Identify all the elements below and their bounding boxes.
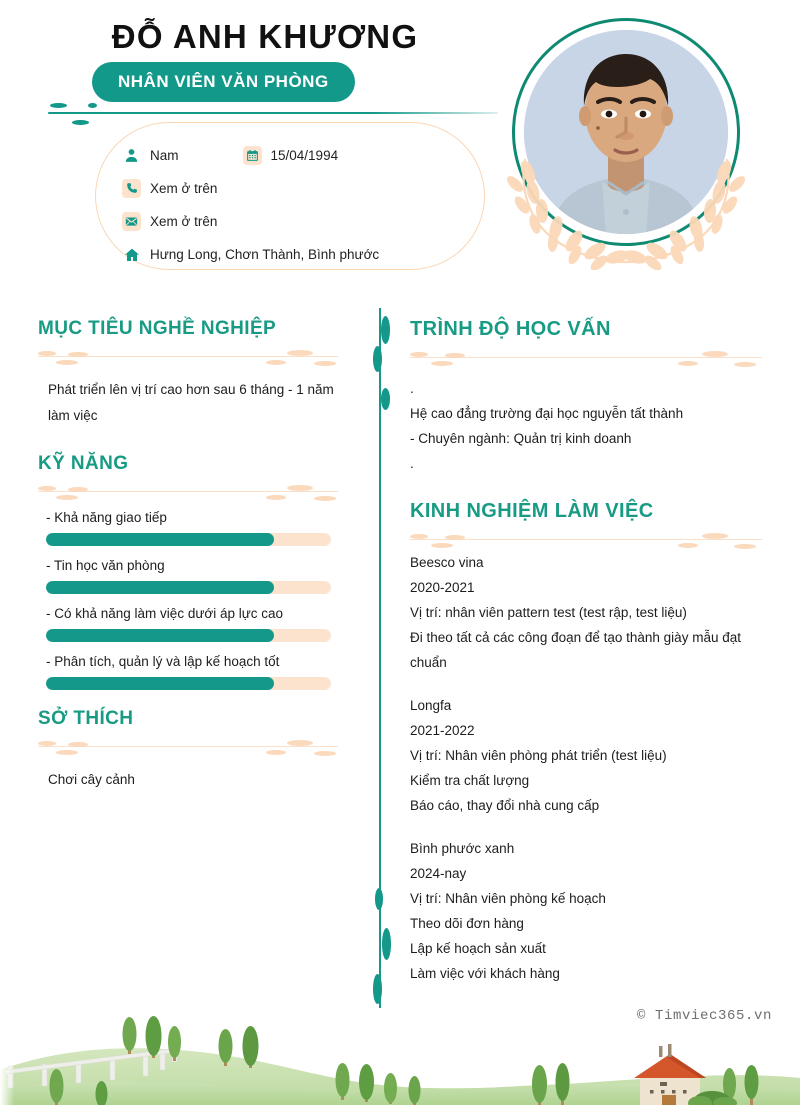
experience-duty: Làm việc với khách hàng [410,966,560,981]
experience-duty: Lập kế hoạch sản xuất [410,941,546,956]
experience-period: 2020-2021 [410,580,475,595]
skill-bar-fill [46,581,274,594]
skill-bar-track [46,629,331,642]
education-line: . [410,456,414,471]
experience-divider [410,530,762,550]
education-line: Hệ cao đẳng trường đại học nguyễn tất thành [410,406,684,421]
skill-bar-fill [46,629,274,642]
hobbies-text: Chơi cây cảnh [48,772,135,787]
home-icon [122,245,141,264]
header-dot-3 [72,120,89,125]
skill-bar-fill [46,677,274,690]
phone-icon [122,179,141,198]
person-icon [122,146,141,165]
column-divider [371,308,401,1008]
job-title-label: NHÂN VIÊN VĂN PHÒNG [118,72,329,91]
divider-dot-1 [381,316,390,344]
section-education [410,318,762,476]
experience-duty: Kiểm tra chất lượng [410,773,530,788]
left-column [38,318,338,793]
divider-dot-3 [381,388,390,410]
contact-row-personal [96,139,484,172]
page-title: ĐỖ ANH KHƯƠNG [111,18,419,55]
divider-dot-6 [373,974,382,1004]
cv-header [0,0,800,300]
skill-bar-track [46,677,331,690]
email-value: Xem ở trên [150,214,218,229]
divider-dot-2 [373,346,382,372]
divider-dot-5 [382,928,391,960]
section-experience [410,500,762,986]
contact-birthday [243,146,339,165]
experience-period: 2024-nay [410,866,467,881]
laurel-wreath-icon [495,150,757,270]
education-line: . [410,381,414,396]
calendar-icon [243,146,262,165]
experience-company: Bình phước xanh [410,841,515,856]
experience-company: Longfa [410,698,452,713]
birthday-value: 15/04/1994 [270,148,339,163]
section-objective [38,318,338,429]
objective-divider [38,347,338,367]
experience-position: Vị trí: Nhân viên phòng phát triển (test liệu) [410,748,667,763]
header-rule [48,112,498,114]
experience-company: Beesco vina [410,555,484,570]
address-value: Hưng Long, Chơn Thành, Bình phước [150,247,380,262]
hobbies-divider [38,737,338,757]
experience-item [410,836,762,986]
footer-credit: © Timviec365.vn [636,1008,772,1024]
contact-card [95,122,485,270]
hobbies-heading: SỞ THÍCH [38,708,134,729]
skill-label: - Có khả năng làm việc dưới áp lực cao [46,606,284,621]
gender-value: Nam [150,148,179,163]
experience-item [410,550,762,675]
job-title-badge [92,62,355,102]
education-line: - Chuyên ngành: Quản trị kinh doanh [410,431,632,446]
divider-dot-4 [375,888,383,910]
header-dot-2 [88,103,97,108]
skills-list [38,510,338,690]
contact-row-address [96,238,484,271]
objective-text: Phát triển lên vị trí cao hơn sau 6 tháng - 1 năm làm việc [48,382,334,423]
phone-value: Xem ở trên [150,181,218,196]
landscape-illustration [0,1008,800,1105]
experience-duty: Báo cáo, thay đổi nhà cung cấp [410,798,600,813]
skill-item [46,606,338,642]
skill-item [46,510,338,546]
experience-heading: KINH NGHIỆM LÀM VIỆC [410,500,654,522]
skill-label: - Khả năng giao tiếp [46,510,167,525]
skills-divider [38,482,338,502]
objective-heading: MỤC TIÊU NGHỀ NGHIỆP [38,318,277,339]
skills-heading: KỸ NĂNG [38,453,129,474]
skill-item [46,654,338,690]
education-body [410,376,762,476]
section-hobbies [38,708,338,793]
skill-item [46,558,338,594]
skill-label: - Tin học văn phòng [46,558,165,573]
contact-row-email [96,205,484,238]
envelope-icon [122,212,141,231]
house-icon [634,1044,737,1105]
experience-position: Vị trí: Nhân viên phòng kế hoạch [410,891,606,906]
skill-label: - Phân tích, quản lý và lập kế hoạch tốt [46,654,280,669]
right-column [410,318,762,986]
experience-position: Vị trí: nhân viên pattern test (test rập, test liệu) [410,605,687,620]
skill-bar-track [46,581,331,594]
section-skills [38,453,338,690]
experience-item [410,693,762,818]
education-heading: TRÌNH ĐỘ HỌC VẤN [410,318,611,340]
education-divider [410,348,762,368]
contact-row-phone [96,172,484,205]
experience-duty: Theo dõi đơn hàng [410,916,524,931]
skill-bar-track [46,533,331,546]
experience-period: 2021-2022 [410,723,475,738]
header-dot-1 [50,103,67,108]
skill-bar-fill [46,533,274,546]
experience-duty: Đi theo tất cả các công đoạn để tạo thành giày mẫu đạt chuẩn [410,630,741,670]
